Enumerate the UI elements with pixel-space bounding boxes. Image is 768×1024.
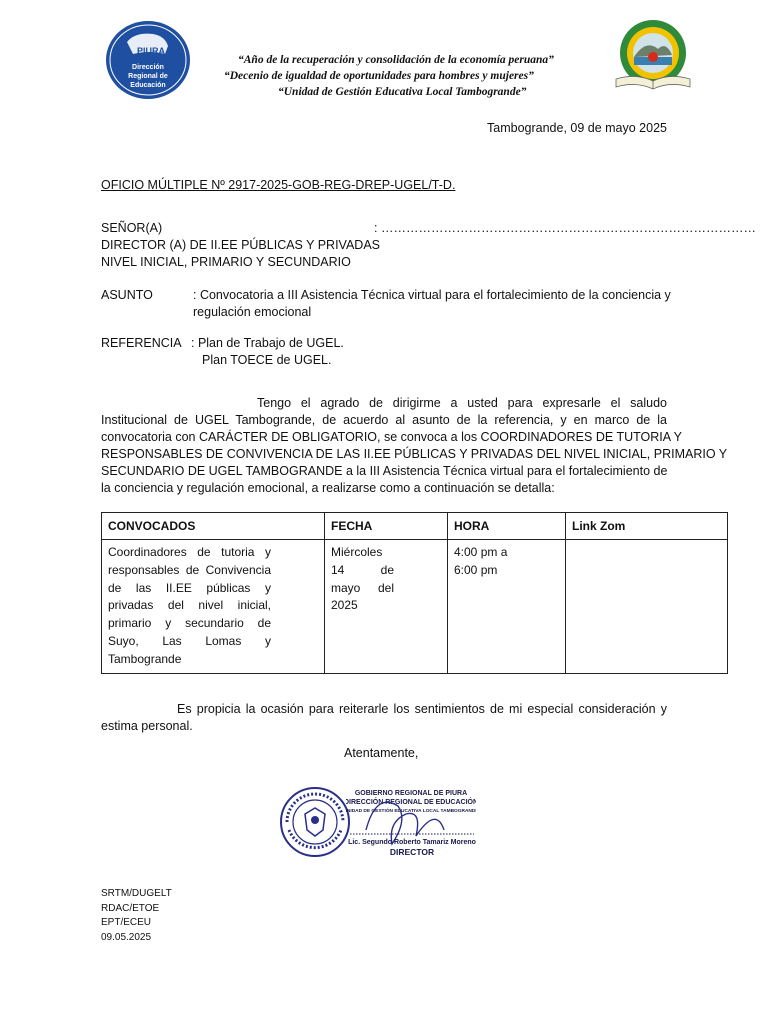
convocados-line: Coordinadores de tutoria y [108, 545, 271, 559]
stamp-line-3: UNIDAD DE GESTIÓN EDUCATIVA LOCAL TAMBOGRANDE [346, 809, 476, 814]
cell-hora [448, 540, 566, 674]
referencia-line2: Plan TOECE de UGEL. [202, 353, 332, 367]
referencia-line1: : Plan de Trabajo de UGEL. [191, 336, 344, 350]
stamp-line-1: GOBIERNO REGIONAL DE PIURA [354, 790, 468, 797]
table-row [102, 540, 728, 674]
referencia-label: REFERENCIA [101, 336, 182, 350]
director-title: DIRECTOR [389, 847, 435, 857]
table-header-row [102, 513, 728, 540]
footer-ref: SRTM/DUGELT [101, 888, 172, 899]
drep-logo-line3: Educación [130, 82, 166, 89]
closing-paragraph [101, 701, 667, 735]
convocados-line: primario y secundario de [108, 616, 271, 631]
body-line-5: SECUNDARIO DE UGEL TAMBOGRANDE a la III Asistencia Técnica virtual para el fortalecimiento de [101, 464, 668, 478]
recipient-salutation: SEÑOR(A) [101, 221, 163, 235]
hora-line: 6:00 pm [454, 562, 498, 577]
footer-references [101, 887, 172, 945]
motto-3: “Unidad de Gestión Educativa Local Tambogrande” [278, 86, 527, 98]
header-link: Link Zom [566, 513, 728, 540]
cell-convocados [102, 540, 325, 674]
convocados-line: Tambogrande [108, 651, 182, 666]
fecha-line: 2025 [331, 598, 358, 613]
hora-line: 4:00 pm a [454, 545, 508, 559]
date-line: Tambogrande, 09 de mayo 2025 [487, 121, 667, 135]
asunto-line1: : Convocatoria a III Asistencia Técnica virtual para el fortalecimiento de la conciencia y [193, 288, 671, 302]
convocados-line: de las II.EE públicas y [108, 580, 271, 595]
cell-link [566, 540, 728, 674]
cell-fecha [325, 540, 448, 674]
director-stamp [346, 786, 476, 858]
body-line-1: Tengo el agrado de dirigirme a usted para expresarle el saludo [257, 396, 667, 410]
body-line-6: la conciencia y regulación emocional, a realizarse como a continuación se detalla: [101, 481, 555, 495]
body-line-4: RESPONSABLES DE CONVIVENCIA DE LAS II.EE PÚBLICAS Y PRIVADAS DEL NIVEL INICIAL, PRIMARIO Y [101, 447, 728, 461]
body-line-3: convocatoria con CARÁCTER DE OBLIGATORIO, se convoca a los COORDINADORES DE TUTORIA Y [101, 430, 682, 444]
stamp-line-2: DIRECCIÓN REGIONAL DE EDUCACIÓN [346, 799, 476, 806]
director-name: Lic. Segundo Roberto Tamariz Moreno [348, 839, 476, 846]
motto-1: “Año de la recuperación y consolidación de la economía peruana” [238, 54, 554, 66]
convocados-line: Suyo, Las Lomas y [108, 633, 271, 648]
drep-logo [105, 20, 191, 100]
motto-2: “Decenio de igualdad de oportunidades para hombres y mujeres” [224, 70, 534, 82]
fecha-line: mayo del [331, 580, 394, 595]
oficio-number: OFICIO MÚLTIPLE Nº 2917-2025-GOB-REG-DREP-UGEL/T-D. [101, 178, 456, 192]
asunto-label: ASUNTO [101, 288, 153, 302]
footer-ref: EPT/ECEU [101, 917, 152, 928]
footer-ref: RDAC/ETOE [101, 902, 160, 914]
fecha-line: 14 de [331, 562, 394, 577]
closing-line-2: estima personal. [101, 719, 193, 733]
recipient-line3: NIVEL INICIAL, PRIMARIO Y SECUNDARIO [101, 255, 351, 269]
asunto-line2: regulación emocional [193, 305, 312, 319]
sign-off: Atentamente, [344, 746, 419, 760]
convocados-line: privadas del nivel inicial, [108, 598, 271, 613]
drep-logo-line1: Dirección [132, 64, 164, 71]
header-hora: HORA [448, 513, 566, 540]
fecha-line: Miércoles [331, 545, 383, 559]
recipient-dots: : ……………………………………………………………………………… [374, 221, 756, 235]
drep-logo-line2: Regional de [128, 73, 168, 80]
convocatoria-table [101, 512, 728, 674]
ugel-logo [606, 17, 701, 99]
convocados-line: responsables de Convivencia [108, 562, 271, 577]
body-paragraph [101, 395, 728, 497]
closing-line-1: Es propicia la ocasión para reiterarle los sentimientos de mi especial consideración y [177, 702, 667, 716]
header-fecha: FECHA [325, 513, 448, 540]
header-mottos [200, 52, 620, 100]
footer-ref: 09.05.2025 [101, 931, 152, 943]
header-convocados: CONVOCADOS [102, 513, 325, 540]
official-seal [279, 786, 351, 858]
recipient-line2: DIRECTOR (A) DE II.EE PÚBLICAS Y PRIVADAS [101, 238, 381, 252]
body-line-2: Institucional de UGEL Tambogrande, de acuerdo al asunto de la referencia, y en marco de la [101, 413, 667, 427]
drep-logo-top-text: PIURA [136, 46, 166, 56]
